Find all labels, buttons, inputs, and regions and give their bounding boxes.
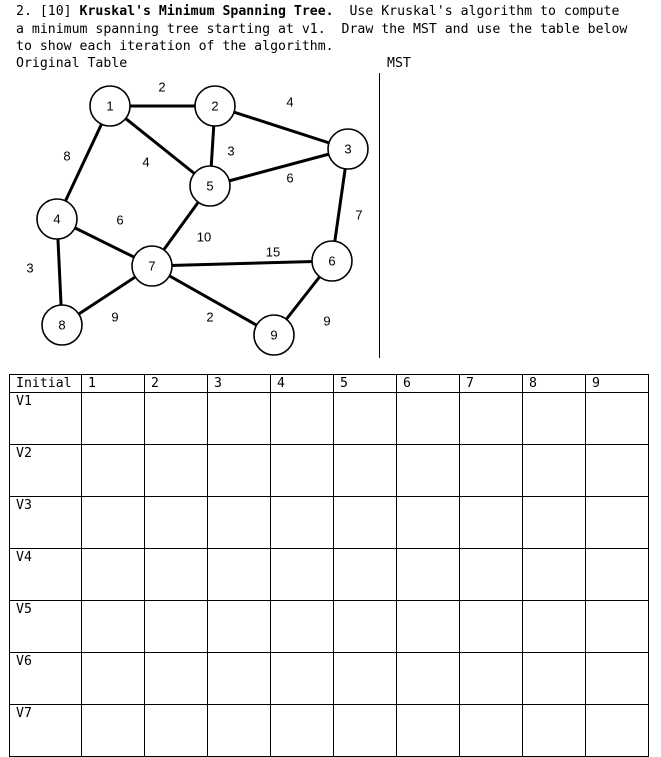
table-cell[interactable] [82, 393, 145, 445]
table-header-row [10, 375, 649, 393]
node-label: 5 [206, 178, 214, 194]
edge-weight-3-5: 6 [286, 170, 294, 186]
header-iteration: 5 [334, 375, 397, 393]
edge-7-9 [152, 266, 274, 335]
table-cell[interactable] [82, 653, 145, 705]
table-cell[interactable] [523, 601, 586, 653]
table-cell[interactable] [586, 653, 649, 705]
node-label: 8 [58, 317, 66, 333]
header-iteration: 9 [586, 375, 649, 393]
graph-edges [57, 106, 348, 335]
table-row [10, 653, 649, 705]
graph-diagram [0, 70, 380, 360]
table-cell[interactable] [397, 601, 460, 653]
question-text-segment: a minimum spanning tree starting at v1. Draw the MST and use the table below [16, 21, 628, 37]
row-label: V3 [10, 497, 82, 549]
node-6 [312, 241, 352, 281]
table-cell[interactable] [271, 549, 334, 601]
table-cell[interactable] [397, 549, 460, 601]
table-cell[interactable] [397, 445, 460, 497]
row-label: V2 [10, 445, 82, 497]
table-cell[interactable] [271, 705, 334, 757]
table-cell[interactable] [523, 549, 586, 601]
node-label: 6 [328, 253, 336, 269]
table-cell[interactable] [145, 445, 208, 497]
table-cell[interactable] [334, 601, 397, 653]
table-cell[interactable] [208, 445, 271, 497]
node-label: 7 [148, 258, 156, 274]
table-cell[interactable] [208, 393, 271, 445]
original-table-label: Original Table [16, 56, 128, 71]
edge-weight-6-9: 9 [323, 313, 331, 329]
table-cell[interactable] [334, 497, 397, 549]
table-cell[interactable] [208, 601, 271, 653]
table-row [10, 393, 649, 445]
node-label: 4 [53, 211, 61, 227]
table-cell[interactable] [334, 393, 397, 445]
node-label: 3 [344, 141, 352, 157]
edge-7-6 [152, 261, 332, 266]
table-cell[interactable] [82, 705, 145, 757]
edge-weight-3-6: 7 [355, 207, 363, 223]
table-cell[interactable] [523, 705, 586, 757]
edge-weight-2-5: 3 [227, 143, 235, 159]
table-cell[interactable] [460, 549, 523, 601]
table-cell[interactable] [460, 393, 523, 445]
edge-weight-4-7: 6 [116, 212, 124, 228]
header-iteration: 6 [397, 375, 460, 393]
table-cell[interactable] [334, 653, 397, 705]
node-7 [132, 246, 172, 286]
edge-weight-7-9: 2 [206, 309, 214, 325]
edge-weight-4-8: 3 [26, 260, 34, 276]
table-cell[interactable] [586, 705, 649, 757]
node-5 [190, 166, 230, 206]
table-cell[interactable] [145, 653, 208, 705]
header-iteration: 3 [208, 375, 271, 393]
edge-weight-1-4: 8 [63, 148, 71, 164]
question-text-segment: 2. [10] [16, 4, 80, 19]
edge-weight-5-7: 10 [196, 229, 212, 245]
header-iteration: 4 [271, 375, 334, 393]
table-cell[interactable] [523, 653, 586, 705]
table-cell[interactable] [397, 653, 460, 705]
question-text-segment: Use Kruskal's algorithm to compute [333, 4, 620, 19]
table-cell[interactable] [271, 393, 334, 445]
table-cell[interactable] [82, 601, 145, 653]
table-cell[interactable] [460, 497, 523, 549]
table-row [10, 601, 649, 653]
table-cell[interactable] [82, 549, 145, 601]
row-label: V7 [10, 705, 82, 757]
header-iteration: 2 [145, 375, 208, 393]
graph-nodes [37, 86, 368, 355]
table-cell[interactable] [271, 601, 334, 653]
table-cell[interactable] [460, 445, 523, 497]
table-cell[interactable] [397, 393, 460, 445]
table-cell[interactable] [334, 549, 397, 601]
table-cell[interactable] [271, 653, 334, 705]
row-label: V6 [10, 653, 82, 705]
row-label: V4 [10, 549, 82, 601]
table-cell[interactable] [523, 393, 586, 445]
node-label: 2 [211, 98, 219, 114]
node-9 [254, 315, 294, 355]
question-line [16, 21, 646, 39]
header-initial: Initial [10, 375, 82, 393]
node-label: 9 [270, 327, 278, 343]
table-cell[interactable] [208, 653, 271, 705]
edge-2-3 [215, 106, 348, 149]
table-cell[interactable] [586, 393, 649, 445]
table-cell[interactable] [334, 445, 397, 497]
table-cell[interactable] [208, 705, 271, 757]
edge-weight-2-3: 4 [286, 94, 294, 110]
table-cell[interactable] [586, 601, 649, 653]
header-iteration: 8 [523, 375, 586, 393]
table-cell[interactable] [586, 445, 649, 497]
header-iteration: 7 [460, 375, 523, 393]
table-cell[interactable] [397, 497, 460, 549]
table-cell[interactable] [523, 497, 586, 549]
iteration-table [9, 374, 649, 757]
node-label: 1 [106, 98, 114, 114]
table-cell[interactable] [145, 705, 208, 757]
node-4 [37, 199, 77, 239]
mst-label: MST [387, 56, 411, 71]
question-title: Kruskal's Minimum Spanning Tree. [79, 4, 334, 19]
table-cell[interactable] [145, 601, 208, 653]
table-row [10, 705, 649, 757]
table-row [10, 549, 649, 601]
table-cell[interactable] [208, 549, 271, 601]
table-cell[interactable] [271, 445, 334, 497]
row-label: V5 [10, 601, 82, 653]
edge-weight-7-6: 15 [265, 244, 281, 260]
edge-weight-7-8: 9 [111, 309, 119, 325]
edge-weight-1-2: 2 [158, 79, 166, 95]
table-row [10, 445, 649, 497]
table-cell[interactable] [145, 549, 208, 601]
edge-weight-1-5: 4 [142, 154, 150, 170]
table-cell[interactable] [145, 497, 208, 549]
iteration-table-wrap [9, 374, 649, 757]
table-cell[interactable] [82, 445, 145, 497]
table-cell[interactable] [397, 705, 460, 757]
node-8 [42, 305, 82, 345]
node-2 [195, 86, 235, 126]
node-1 [90, 86, 130, 126]
table-cell[interactable] [271, 497, 334, 549]
node-3 [328, 129, 368, 169]
table-cell[interactable] [82, 497, 145, 549]
table-cell[interactable] [145, 393, 208, 445]
question-text [16, 3, 646, 56]
table-cell[interactable] [460, 705, 523, 757]
question-text-segment: to show each iteration of the algorithm. [16, 39, 334, 54]
question-line [16, 38, 646, 56]
header-iteration: 1 [82, 375, 145, 393]
table-cell[interactable] [460, 653, 523, 705]
question-line [16, 3, 646, 21]
table-cell[interactable] [523, 445, 586, 497]
table-cell[interactable] [460, 601, 523, 653]
table-cell[interactable] [334, 705, 397, 757]
table-row [10, 497, 649, 549]
table-cell[interactable] [586, 549, 649, 601]
table-cell[interactable] [208, 497, 271, 549]
table-cell[interactable] [586, 497, 649, 549]
row-label: V1 [10, 393, 82, 445]
